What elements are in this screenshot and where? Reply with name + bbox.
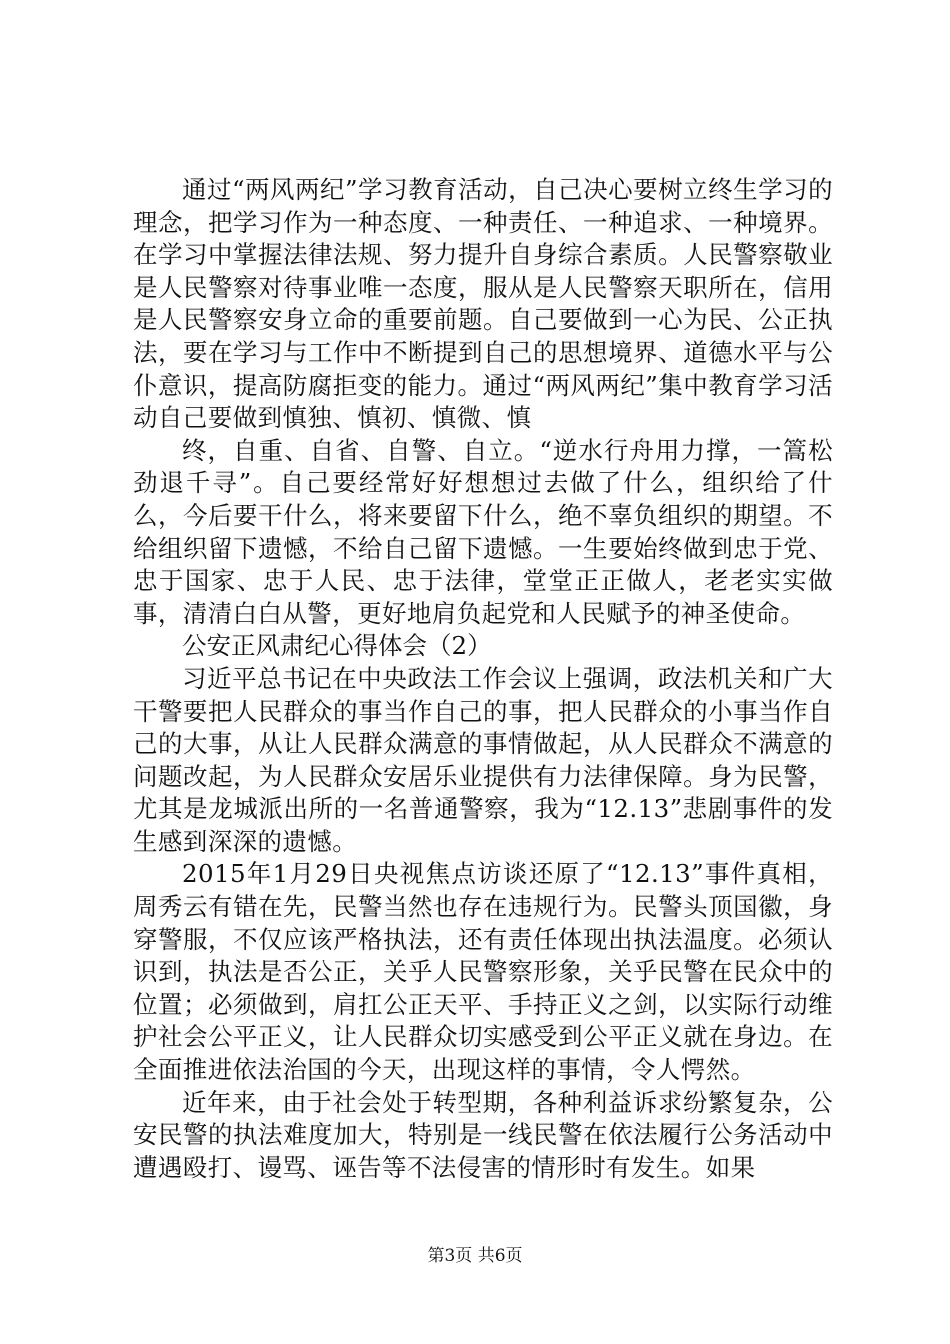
- paragraph-1: 通过“两风两纪”学习教育活动，自己决心要树立终生学习的理念，把学习作为一种态度、一种责任、一种追求、一种境界。在学习中掌握法律法规、努力提升自身综合素质。人民警察敬业是人民警察对待事业唯一态度，服从是人民警察天职所在，信用是人民警察安身立命的重要前题。自己要做到一心为民、公正执法，要在学习与工作中不断提到自己的思想境界、道德水平与公仆意识，提高防腐拒变的能力。通过“两风两纪”集中教育学习活动自己要做到慎独、慎初、慎微、慎: [133, 175, 833, 433]
- page-number-footer: 第3页 共6页: [427, 1246, 523, 1266]
- paragraph-2: 终，自重、自省、自警、自立。“逆水行舟用力撑，一篙松劲退千寻”。自己要经常好好想想过去做了什么，组织给了什么，今后要干什么，将来要留下什么，绝不辜负组织的期望。不给组织留下遗憾，不给自己留下遗憾。一生要始终做到忠于党、忠于国家、忠于人民、忠于法律，堂堂正正做人，老老实实做事，清清白白从警，更好地肩负起党和人民赋予的神圣使命。: [133, 435, 833, 628]
- paragraph-5: 近年来，由于社会处于转型期，各种利益诉求纷繁复杂，公安民警的执法难度加大，特别是一线民警在依法履行公务活动中遭遇殴打、谩骂、诬告等不法侵害的情形时有发生。如果: [133, 1087, 833, 1182]
- section-heading: 公安正风肃纪心得体会（2）: [182, 631, 492, 661]
- paragraph-3: 习近平总书记在中央政法工作会议上强调，政法机关和广大干警要把人民群众的事当作自己的事，把人民群众的小事当作自己的大事，从让人民群众满意的事情做起，从人民群众不满意的问题改起，为人民群众安居乐业提供有力法律保障。身为民警，尤其是龙城派出所的一名普通警察，我为“12.13”悲剧事件的发生感到深深的遗憾。: [133, 663, 833, 856]
- paragraph-4: 2015年1月29日央视焦点访谈还原了“12.13”事件真相，周秀云有错在先，民警当然也存在违规行为。民警头顶国徽，身穿警服，不仅应该严格执法，还有责任体现出执法温度。必须认识到，执法是否公正，关乎人民警察形象，关乎民警在民众中的位置；必须做到，肩扛公正天平、手持正义之剑，以实际行动维护社会公平正义，让人民群众切实感受到公平正义就在身边。在全面推进依法治国的今天，出现这样的事情，令人愕然。: [133, 859, 833, 1085]
- document-body: [133, 174, 833, 1184]
